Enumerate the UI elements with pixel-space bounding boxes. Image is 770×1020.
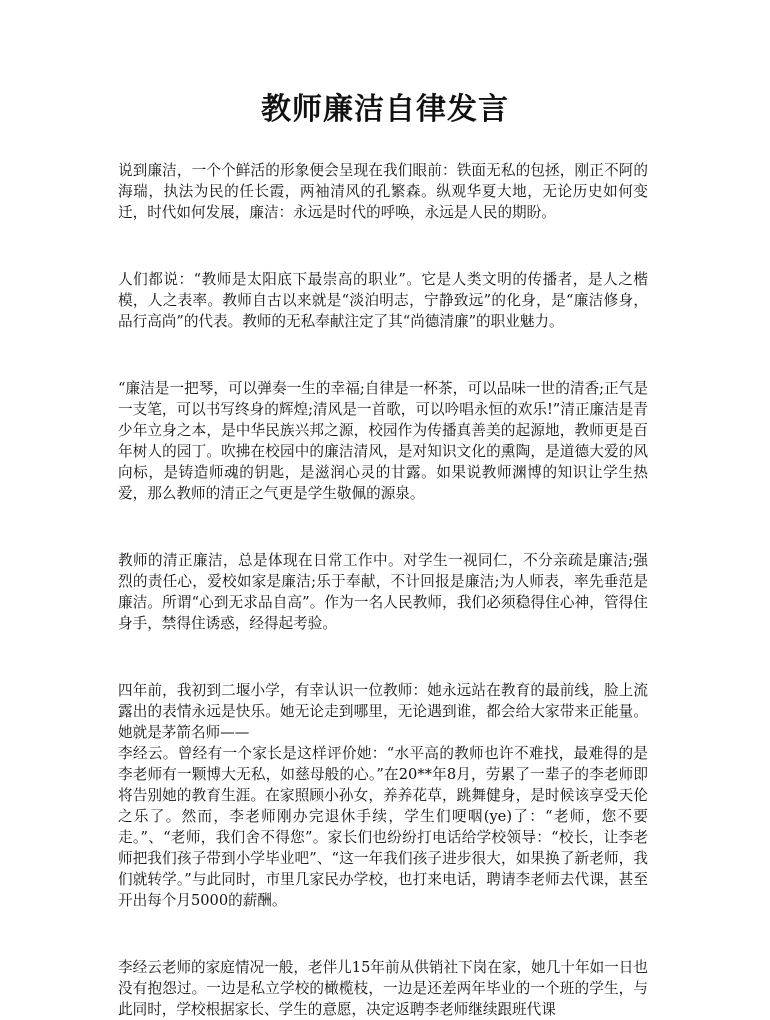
paragraph-2: 人们都说：“教师是太阳底下最崇高的职业”。它是人类文明的传播者，是人之楷模，人之表率。教师自古以来就是“淡泊明志，宁静致远”的化身，是“廉洁修身，品行高尚”的代表。教师的无私奉献注定了其“尚德清廉”的职业魅力。 [118,271,648,330]
paragraph-1: 说到廉洁，一个个鲜活的形象便会呈现在我们眼前：铁面无私的包拯，刚正不阿的海瑞，执法为民的任长霞，两袖清风的孔繁森。纵观华夏大地，无论历史如何变迁，时代如何发展，廉洁：永远是时代的呼唤，永远是人民的期盼。 [118,162,648,221]
paragraph-5: 四年前，我初到二堰小学，有幸认识一位教师：她永远站在教育的最前线，脸上流露出的表情永远是快乐。她无论走到哪里，无论遇到谁，都会给大家带来正能量。她就是茅箭名师—— 李经云。曾经有一个家长是这样评价她：“水平高的教师也许不难找，最难得的是李老师有一颗博大无私，如慈母般的心。”在20**年8月，劳累了一辈子的李老师即将告别她的教育生涯。在家照顾小孙女，养养花草，跳舞健身，是时候该享受天伦之乐了。然而，李老师刚办完退休手续，学生们哽咽(ye)了：“老师，您不要走。”、“老师，我们舍不得您”。家长们也纷纷打电话给学校领导：“校长，让李老师把我们孩子带到小学毕业吧”、“这一年我们孩子进步很大，如果换了新老师，我们就转学。”与此同时，市里几家民办学校，也打来电话，聘请李老师去代课，甚至开出每个月5000的薪酬。 [118,682,648,909]
document-title: 教师廉洁自律发言 [261,92,509,127]
paragraph-6: 李经云老师的家庭情况一般，老伴儿15年前从供销社下岗在家，她几十年如一日也没有抱怨过。一边是私立学校的橄榄枝，一边是还差两年毕业的一个班的学生，与此同时，学校根据家长、学生的意愿，决定返聘李老师继续跟班代课 [118,959,648,1018]
paragraph-3: “廉洁是一把琴，可以弹奏一生的幸福;自律是一杯茶，可以品味一世的清香;正气是一支笔，可以书写终身的辉煌;清风是一首歌，可以吟唱永恒的欢乐!”清正廉洁是青少年立身之本，是中华民族兴邦之源，校园作为传播真善美的起源地，教师更是百年树人的园丁。吹拂在校园中的廉洁清风，是对知识文化的熏陶，是道德大爱的风向标，是铸造师魂的钥匙，是滋润心灵的甘露。如果说教师渊博的知识让学生热爱，那么教师的清正之气更是学生敬佩的源泉。 [118,380,648,502]
paragraph-4: 教师的清正廉洁，总是体现在日常工作中。对学生一视同仁，不分亲疏是廉洁;强烈的责任心，爱校如家是廉洁;乐于奉献，不计回报是廉洁;为人师表，率先垂范是廉洁。所谓“心到无求品自高”。作为一名人民教师，我们必须稳得住心神，管得住身手，禁得住诱惑，经得起考验。 [118,552,648,632]
document-body [118,160,648,1020]
